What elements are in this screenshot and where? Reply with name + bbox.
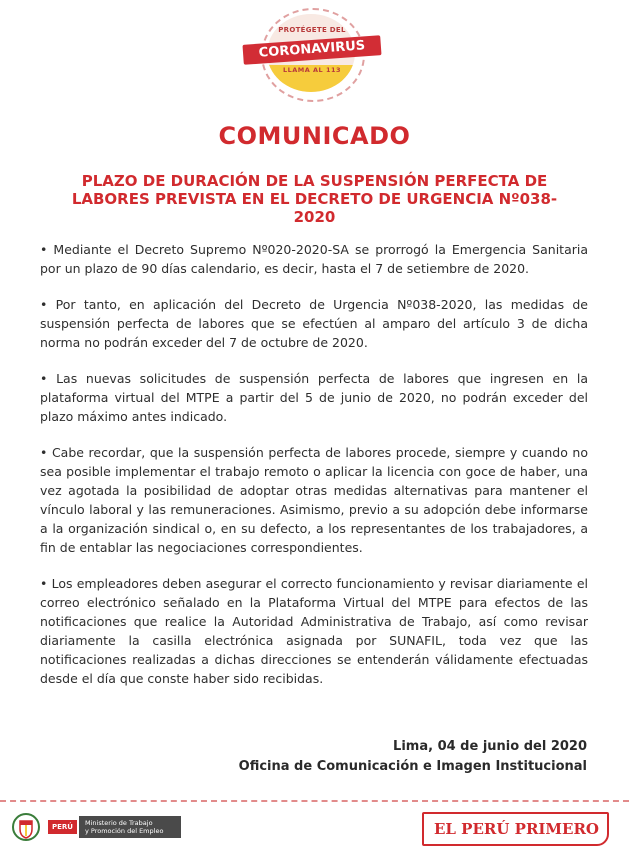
peru-label: PERÚ	[48, 820, 77, 834]
coat-of-arms-icon	[12, 812, 40, 842]
communique-body	[40, 240, 588, 705]
badge-banner: CORONAVIRUS	[242, 35, 381, 65]
slogan-logo: EL PERÚ PRIMERO	[422, 812, 609, 846]
paragraph-1: • Mediante el Decreto Supremo Nº020-2020-SA se prorrogó la Emergencia Sanitaria por un plazo de 90 días calendario, es decir, hasta el 7 de setiembre de 2020.	[40, 242, 588, 276]
signature-date: Lima, 04 de junio del 2020	[393, 739, 587, 754]
coronavirus-badge	[237, 6, 387, 102]
signature-office: Oficina de Comunicación e Imagen Institucional	[238, 759, 587, 774]
badge-bottom-text: LLAMA AL 113	[282, 66, 342, 74]
ministry-logo	[12, 810, 181, 844]
paragraph-2: • Por tanto, en aplicación del Decreto de Urgencia Nº038-2020, las medidas de suspensión perfecta de labores que se efectúen al amparo del artículo 3 de dicha norma no podrán exceder del 7 de octubre de 2020.	[40, 297, 588, 350]
badge-top-text: PROTÉGETE DEL	[278, 26, 346, 34]
paragraph-3: • Las nuevas solicitudes de suspensión perfecta de labores que ingresen en la plataforma virtual del MTPE a partir del 5 de junio de 2020, no podrán exceder del plazo máximo antes indicado.	[40, 371, 588, 424]
ministry-label	[79, 816, 181, 838]
page-title: COMUNICADO	[218, 122, 411, 150]
footer-divider	[0, 800, 629, 802]
ministry-line-1: Ministerio de Trabajo	[85, 819, 153, 827]
page-subtitle: PLAZO DE DURACIÓN DE LA SUSPENSIÓN PERFECTA DE LABORES PREVISTA EN EL DECRETO DE URGENCIA Nº038-2020	[71, 172, 558, 226]
ministry-line-2: y Promoción del Empleo	[85, 827, 164, 835]
signature-block	[239, 737, 587, 777]
paragraph-5: • Los empleadores deben asegurar el correcto funcionamiento y revisar diariamente el correo electrónico señalado en la Plataforma Virtual del MTPE para efectos de las notificaciones que realice la Autoridad Administrativa de Trabajo, así como revisar diariamente la casilla electrónica asignada por SUNAFIL, toda vez que las notificaciones realizadas a dichas direcciones se entenderán válidamente efectuadas desde el día que conste haber sido recibidas.	[40, 576, 588, 686]
paragraph-4: • Cabe recordar, que la suspensión perfecta de labores procede, siempre y cuando no sea posible implementar el trabajo remoto o aplicar la licencia con goce de haber, una vez agotada la posibilidad de adoptar otras medidas alternativas para mantener el vínculo laboral y las remuneraciones. Asimismo, previo a su adopción debe informarse a la organización sindical o, en su defecto, a los representantes de los trabajadores, a fin de entablar las negociaciones correspondientes.	[40, 445, 588, 555]
